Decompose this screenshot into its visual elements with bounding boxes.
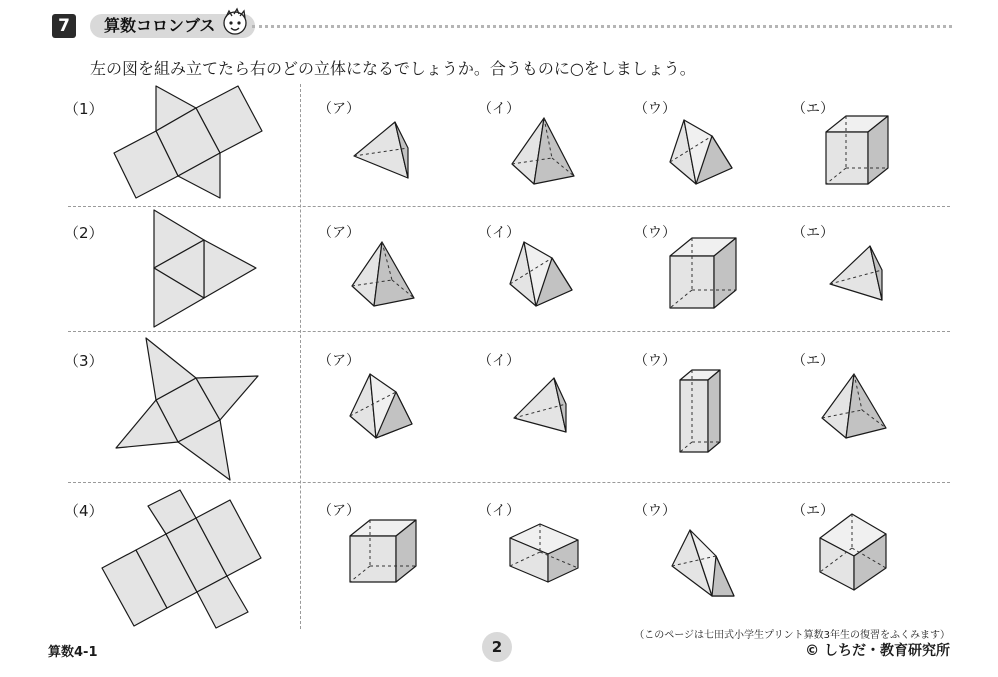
instruction-text: 左の図を組み立てたら右のどの立体になるでしょうか。合うものに○をしましょう。 — [90, 59, 696, 78]
option-label-1b: （イ） — [478, 101, 520, 117]
solid-2a-pyramid — [348, 238, 420, 312]
option-label-2a: （ア） — [318, 225, 360, 241]
footer-note: （このページは七田式小学生プリント算数3年生の復習をふくみます） — [634, 630, 950, 641]
option-label-1a: （ア） — [318, 101, 360, 117]
option-label-2d: （エ） — [792, 225, 834, 241]
solid-1c-triangular-prism — [666, 116, 738, 188]
option-label-3a: （ア） — [318, 353, 360, 369]
option-label-4c: （ウ） — [634, 503, 676, 519]
copyright: © しちだ・教育研究所 — [805, 643, 950, 659]
option-label-2b: （イ） — [478, 225, 520, 241]
option-label-1c: （ウ） — [634, 101, 676, 117]
solid-3c-rectangular-prism — [676, 366, 724, 456]
solid-2c-cube — [666, 234, 742, 314]
course-code: 算数4-1 — [48, 645, 98, 660]
problem-label-3: （3） — [64, 352, 104, 370]
solid-3d-pyramid — [818, 370, 890, 442]
option-label-3c: （ウ） — [634, 353, 676, 369]
option-label-2c: （ウ） — [634, 225, 676, 241]
section-title: 算数コロンブス — [90, 14, 255, 38]
question-number-badge: 7 — [52, 14, 76, 38]
option-label-1d: （エ） — [792, 101, 834, 117]
option-label-3d: （エ） — [792, 353, 834, 369]
option-label-4a: （ア） — [318, 503, 360, 519]
option-label-4d: （エ） — [792, 503, 834, 519]
solid-2d-tetrahedron — [826, 242, 888, 304]
option-label-4b: （イ） — [478, 503, 520, 519]
solid-4a-cube — [346, 516, 422, 586]
solid-1b-pyramid — [508, 114, 580, 188]
solid-4b-cuboid — [506, 520, 582, 586]
solid-4c-triangular-prism — [668, 526, 740, 600]
solid-1d-cube — [822, 112, 894, 190]
option-label-3b: （イ） — [478, 353, 520, 369]
page-number: 2 — [482, 632, 512, 662]
problem-label-2: （2） — [64, 224, 104, 242]
solid-2b-triangular-prism — [506, 238, 578, 310]
solid-3a-triangular-prism — [346, 370, 418, 442]
solid-3b-tetrahedron — [510, 374, 572, 436]
problem-label-1: （1） — [64, 100, 104, 118]
solid-4d-cube — [816, 510, 890, 594]
solid-1a-tetrahedron — [350, 118, 414, 184]
problem-label-4: （4） — [64, 502, 104, 520]
